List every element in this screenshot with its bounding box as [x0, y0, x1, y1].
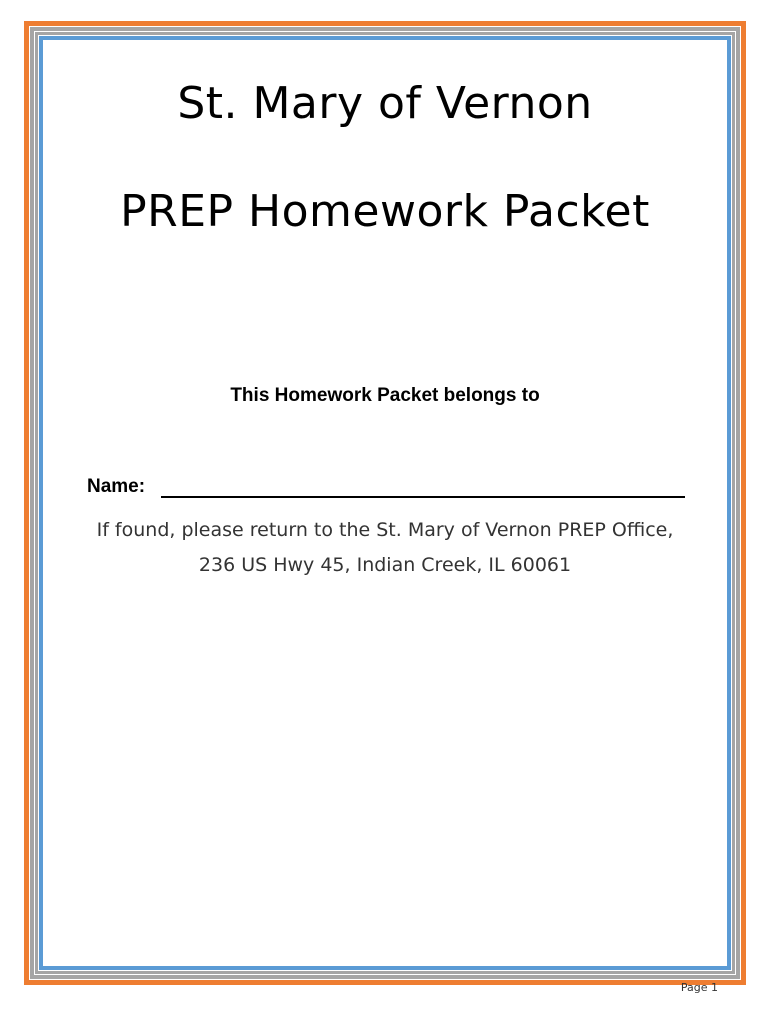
title-packet-name: PREP Homework Packet [120, 186, 650, 237]
name-label: Name: [87, 476, 146, 497]
title-school-name: St. Mary of Vernon [177, 78, 593, 129]
name-blank-line[interactable] [161, 496, 685, 498]
page-number: Page 1 [680, 981, 718, 994]
return-instructions: If found, please return to the St. Mary of Vernon PREP Office, [96, 519, 674, 541]
name-field-row [87, 476, 687, 504]
belongs-to-heading: This Homework Packet belongs to [230, 385, 540, 406]
return-address: 236 US Hwy 45, Indian Creek, IL 60061 [198, 554, 572, 576]
